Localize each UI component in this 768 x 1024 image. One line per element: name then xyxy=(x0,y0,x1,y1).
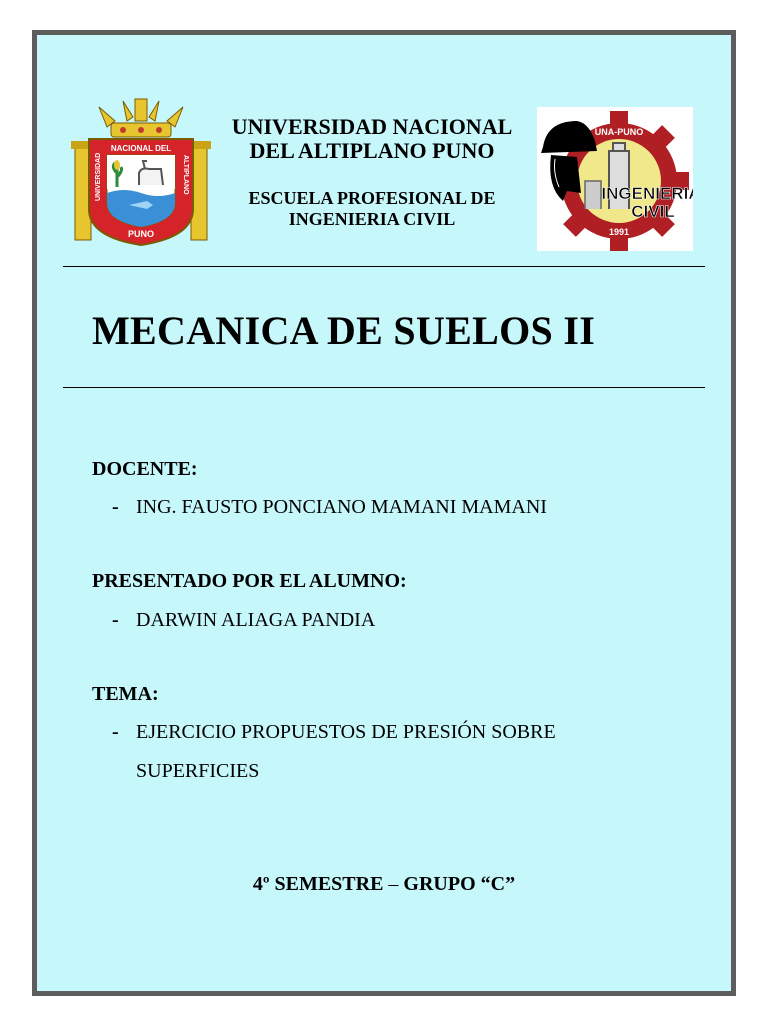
gear-year-text: 1991 xyxy=(608,227,630,237)
gear-top-text: UNA-PUNO xyxy=(594,127,644,137)
docente-value: ING. FAUSTO PONCIANO MAMANI MAMANI xyxy=(136,496,547,518)
university-name xyxy=(207,115,537,163)
tema-dash: - xyxy=(112,721,119,743)
group-text: GRUPO “C” xyxy=(403,873,516,895)
tema-value-line-2: SUPERFICIES xyxy=(136,760,260,782)
cover-page xyxy=(32,30,736,996)
tema-item xyxy=(112,721,556,744)
university-line-1: UNIVERSIDAD NACIONAL xyxy=(231,114,513,139)
civil-engineering-logo xyxy=(537,107,693,251)
top-divider xyxy=(63,266,705,267)
footer-separator: – xyxy=(383,873,404,895)
university-shield-logo xyxy=(67,97,215,247)
tema-value-line-1: EJERCICIO PROPUESTOS DE PRESIÓN SOBRE xyxy=(136,721,556,743)
shield-left-text: UNIVERSIDAD xyxy=(95,152,102,201)
university-line-2: DEL ALTIPLANO PUNO xyxy=(249,138,495,163)
bottom-divider xyxy=(63,387,705,388)
alumno-value: DARWIN ALIAGA PANDIA xyxy=(136,609,376,631)
shield-right-text: ALTIPLANO xyxy=(182,155,189,195)
alumno-label: PRESENTADO POR EL ALUMNO: xyxy=(92,570,407,592)
docente-label: DOCENTE: xyxy=(92,458,198,480)
shield-bottom-text: PUNO xyxy=(127,229,155,239)
document-title: MECANICA DE SUELOS II xyxy=(92,308,596,353)
docente-item xyxy=(112,496,547,519)
school-line-1: ESCUELA PROFESIONAL DE xyxy=(248,188,496,208)
gear-main-line-2: CIVIL xyxy=(631,202,675,221)
semester-text: 4º SEMESTRE xyxy=(252,873,384,895)
school-line-2: INGENIERIA CIVIL xyxy=(288,209,456,229)
gear-main-line-1: INGENIERIA xyxy=(601,184,693,203)
docente-dash: - xyxy=(112,496,119,518)
alumno-dash: - xyxy=(112,609,119,631)
tema-label: TEMA: xyxy=(92,683,159,705)
shield-top-text: NACIONAL DEL xyxy=(110,144,172,153)
semester-group-line xyxy=(37,873,731,896)
school-name xyxy=(207,188,537,230)
alumno-item xyxy=(112,609,375,632)
